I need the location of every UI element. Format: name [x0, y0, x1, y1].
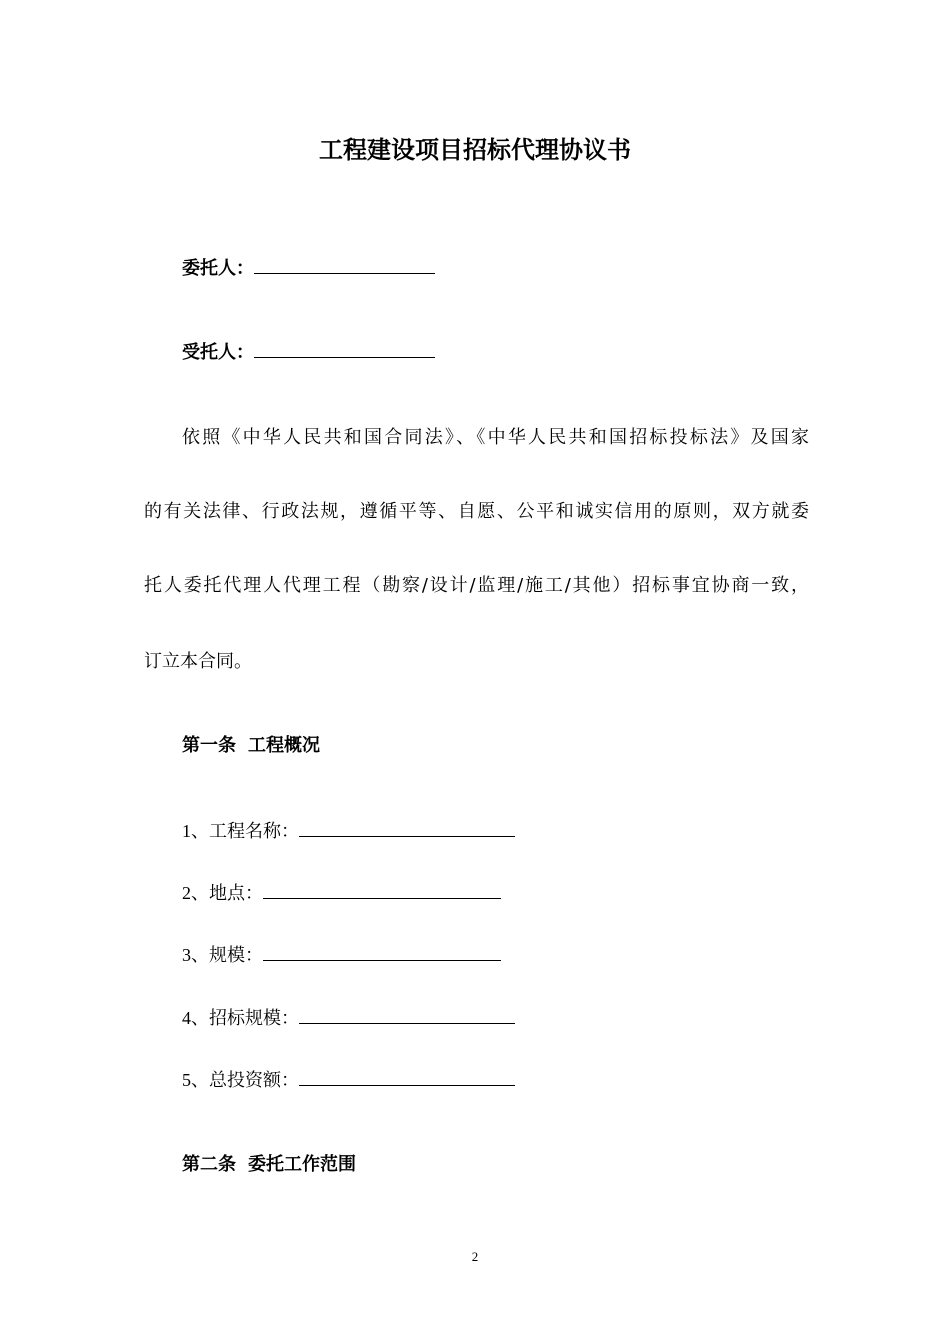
agent-label: 受托人： [182, 342, 254, 363]
item-label: 、总投资额： [191, 1070, 299, 1091]
item-number: 2 [182, 883, 191, 903]
article-1-item-1 [182, 818, 515, 845]
article-1-item-2 [182, 880, 501, 907]
item-number: 5 [182, 1070, 191, 1090]
item-label: 、规模： [191, 945, 263, 966]
item-number: 4 [182, 1008, 191, 1028]
article-2-title: 委托工作范围 [248, 1154, 356, 1175]
document-title: 工程建设项目招标代理协议书 [319, 136, 631, 164]
principal-field [182, 255, 435, 282]
item-blank-line [299, 1005, 515, 1024]
principal-blank-line [254, 255, 435, 274]
item-blank-line [263, 880, 501, 899]
item-blank-line [299, 1067, 515, 1086]
item-blank-line [263, 942, 501, 961]
article-1-item-4 [182, 1005, 515, 1032]
item-number: 1 [182, 821, 191, 841]
page-number: 2 [471, 1249, 479, 1264]
article-1-title: 工程概况 [248, 735, 320, 756]
article-2-heading [182, 1152, 356, 1178]
item-label: 、工程名称： [191, 821, 299, 842]
article-1-heading [182, 733, 320, 759]
article-1-item-3 [182, 942, 501, 969]
item-number: 3 [182, 945, 191, 965]
preamble-line-3: 托人委托代理人代理工程（勘察/设计/监理/施工/其他）招标事宜协商一致， [144, 575, 809, 596]
agent-blank-line [254, 339, 435, 358]
preamble-line-2: 的有关法律、行政法规，遵循平等、自愿、公平和诚实信用的原则，双方就委 [144, 501, 809, 522]
item-blank-line [299, 818, 515, 837]
preamble-line-4: 订立本合同。 [144, 651, 252, 672]
preamble-line-1: 依照《中华人民共和国合同法》、《中华人民共和国招标投标法》及国家 [182, 427, 809, 448]
article-1-number: 第一条 [182, 735, 236, 756]
item-label: 、招标规模： [191, 1008, 299, 1029]
principal-label: 委托人： [182, 258, 254, 279]
article-1-item-5 [182, 1067, 515, 1094]
item-label: 、地点： [191, 883, 263, 904]
article-2-number: 第二条 [182, 1154, 236, 1175]
agent-field [182, 339, 435, 366]
